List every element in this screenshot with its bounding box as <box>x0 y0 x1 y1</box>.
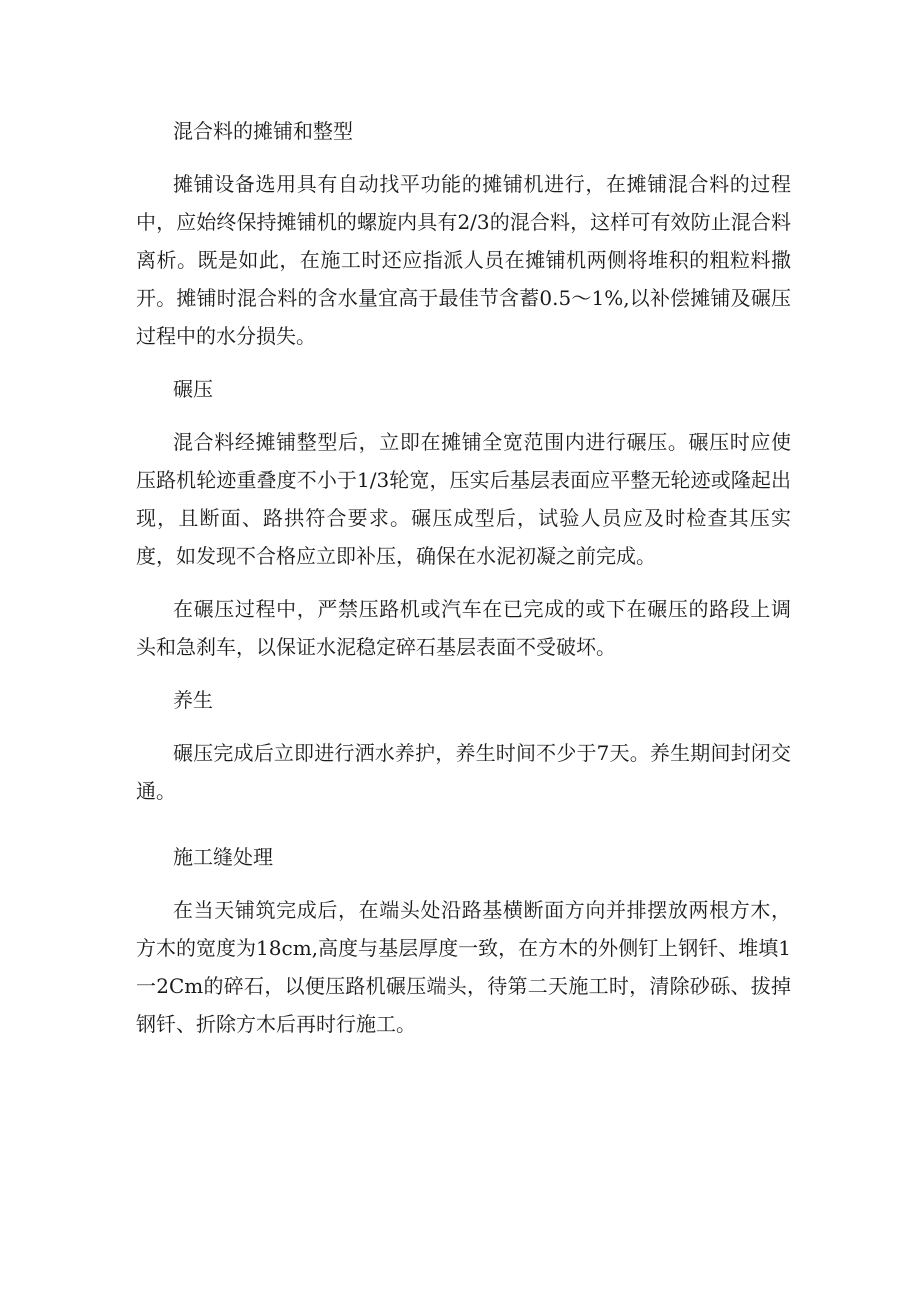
section-heading-curing: 养生 <box>173 688 213 712</box>
paragraph-rolling-2: 在碾压过程中，严禁压路机或汽车在已完成的或下在碾压的路段上调头和急刹车，以保证水泥稳定碎石基层表面不受破坏。 <box>136 597 791 659</box>
section-heading-paving: 混合料的摊铺和整型 <box>173 119 353 143</box>
document-body <box>136 112 791 1058</box>
section-heading-rolling: 碾压 <box>173 377 213 401</box>
section-heading-joint: 施工缝处理 <box>173 845 273 869</box>
paragraph-joint: 在当天铺筑完成后，在端头处沿路基横断面方向并排摆放两根方木，方木的宽度为18cm,高度与基层厚度一致，在方木的外侧钉上钢钎、堆填1一2Cm的碎石，以便压路机碾压端头，待第二天施工时，清除砂砾、拔掉钢钎、折除方木后再时行施工。 <box>136 898 791 1036</box>
paragraph-curing: 碾压完成后立即进行洒水养护，养生时间不少于7天。养生期间封闭交通。 <box>136 741 791 803</box>
paragraph-paving: 摊铺设备选用具有自动找平功能的摊铺机进行，在摊铺混合料的过程中，应始终保持摊铺机的螺旋内具有2/3的混合料，这样可有效防止混合料离析。既是如此，在施工时还应指派人员在摊铺机两侧将堆积的粗粒料撒开。摊铺时混合料的含水量宜高于最佳节含蓄0.5～1%,以补偿摊铺及碾压过程中的水分损失。 <box>136 172 791 348</box>
paragraph-rolling-1: 混合料经摊铺整型后，立即在摊铺全宽范围内进行碾压。碾压时应使压路机轮迹重叠度不小于1/3轮宽，压实后基层表面应平整无轮迹或隆起出现，且断面、路拱符合要求。碾压成型后，试验人员应及时检查其压实度，如发现不合格应立即补压，确保在水泥初凝之前完成。 <box>136 430 791 568</box>
